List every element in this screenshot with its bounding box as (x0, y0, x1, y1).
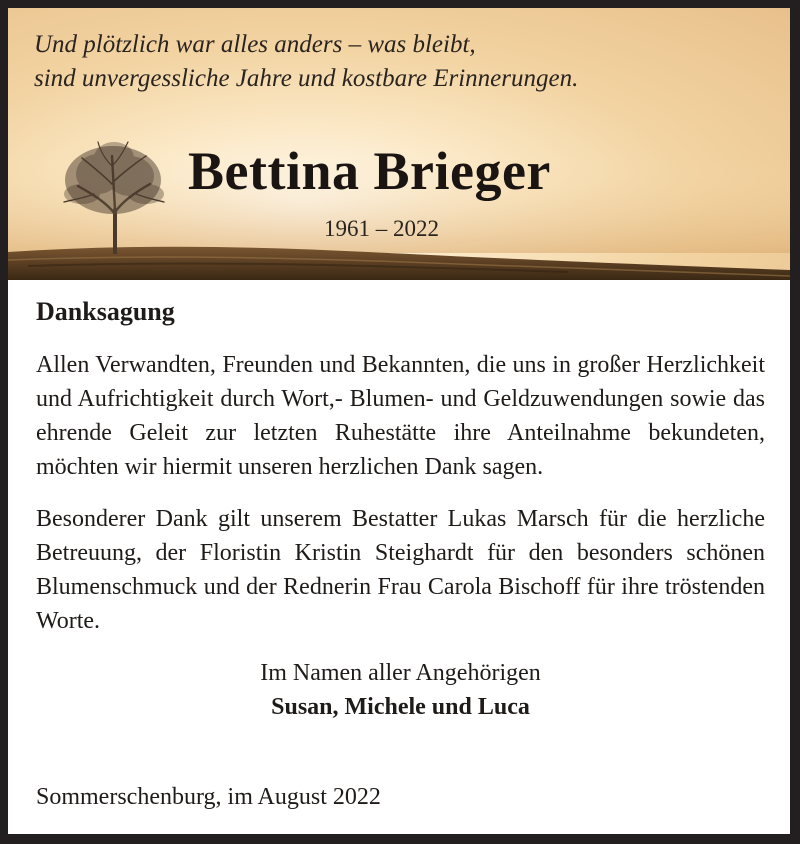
tree-on-hill-icon (58, 136, 168, 254)
special-thanks-paragraph: Besonderer Dank gilt unserem Bestatter Lukas Marsch für die herzliche Betreuung, der Floristin Kristin Steighardt für den besonders schönen Blumenschmuck und der Rednerin Frau Carola Bischoff für ihre tröstenden Worte. (36, 506, 765, 634)
section-title: Danksagung (36, 297, 175, 326)
closing-block (36, 656, 765, 724)
life-dates: 1961 – 2022 (324, 216, 439, 241)
deceased-name: Bettina Brieger (188, 141, 551, 201)
header-banner (8, 8, 790, 280)
main-content (36, 294, 765, 724)
signers: Susan, Michele und Luca (271, 694, 530, 720)
closing-line: Im Namen aller Angehörigen (260, 660, 541, 686)
quote-line: sind unvergessliche Jahre und kostbare Erinnerungen. (34, 65, 579, 92)
obituary-card (8, 8, 790, 834)
thanks-paragraph: Allen Verwandten, Freunden und Bekannten, die uns in großer Herzlichkeit und Aufrichtigkeit durch Wort,- Blumen- und Geldzuwendungen sowie das ehrende Geleit zur letzten Ruhestätte ihre Anteilnahme bekundeten, möchten wir hiermit unseren herzlichen Dank sagen. (36, 352, 765, 480)
quote-line: Und plötzlich war alles anders – was bleibt, (34, 31, 476, 58)
place-date: Sommerschenburg, im August 2022 (36, 784, 381, 810)
memorial-quote (34, 28, 754, 96)
